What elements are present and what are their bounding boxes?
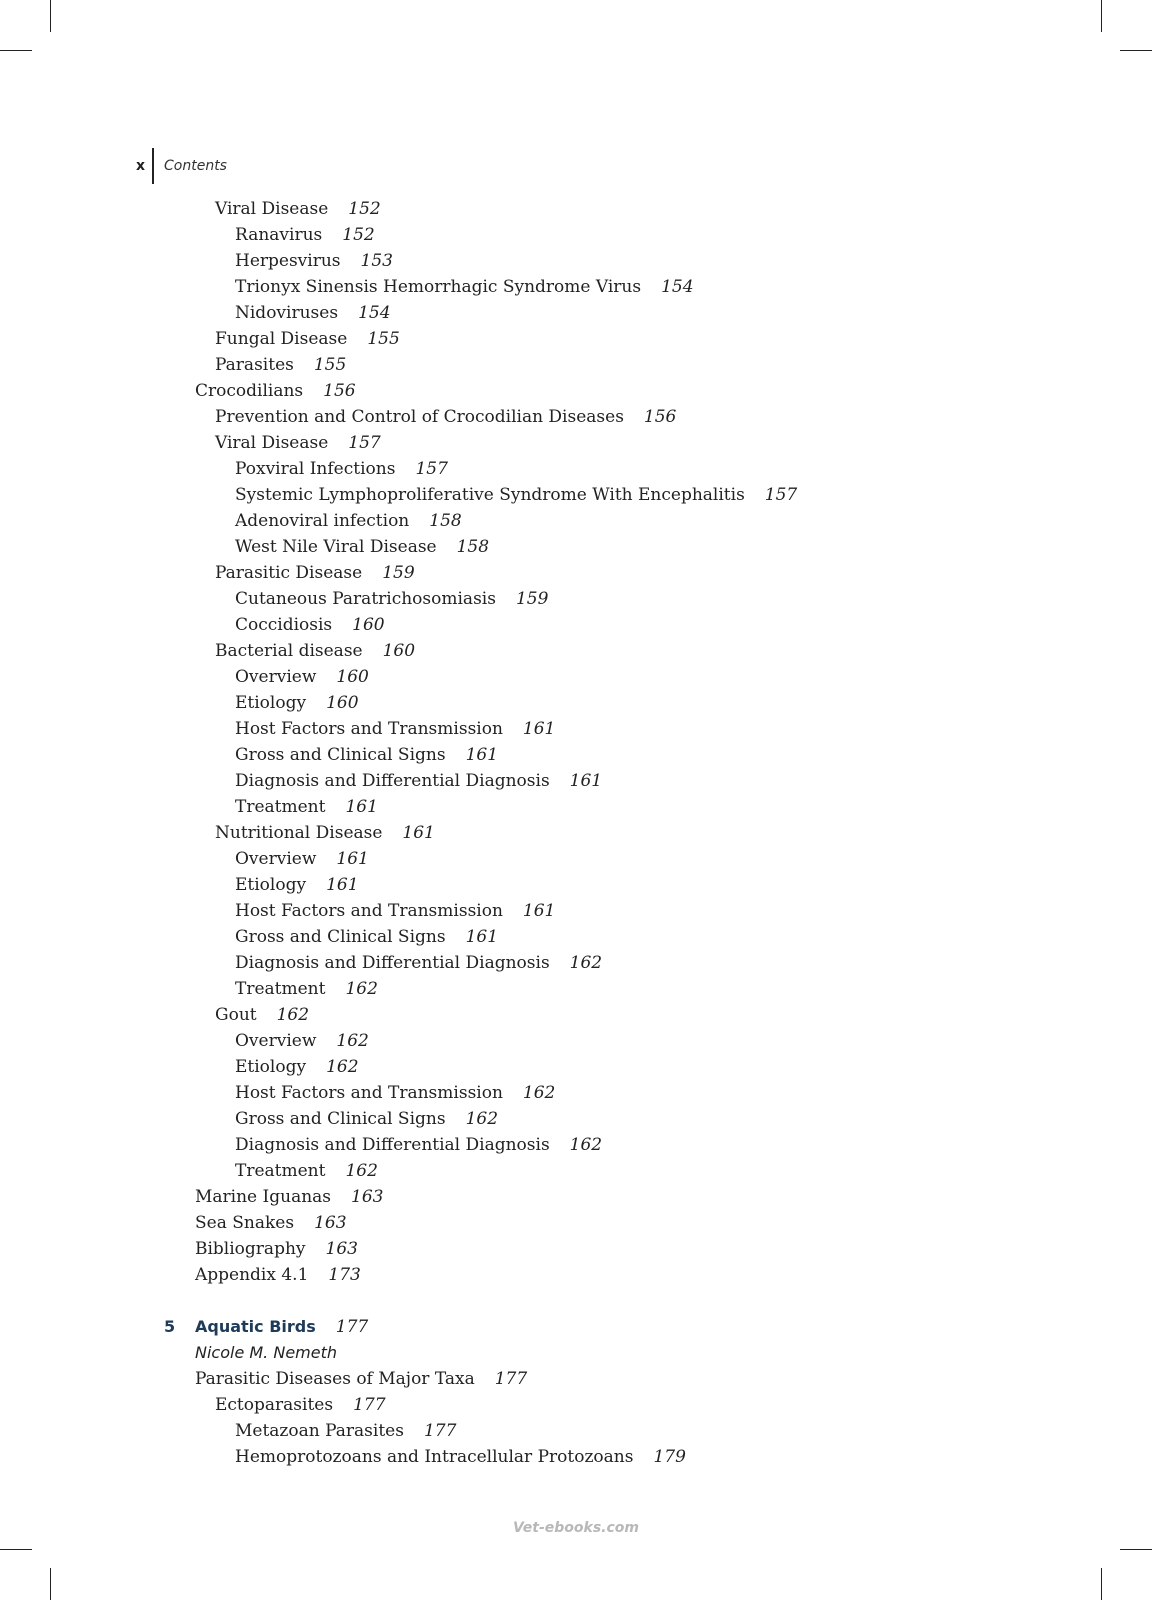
toc-entry[interactable] bbox=[0, 248, 1152, 274]
toc-entry-page: 157 bbox=[764, 485, 798, 505]
crop-mark bbox=[1101, 0, 1102, 32]
toc-entry[interactable] bbox=[0, 690, 1152, 716]
toc-entry-page: 161 bbox=[465, 927, 499, 947]
toc-entry-title: Etiology bbox=[235, 875, 307, 895]
toc-entry[interactable] bbox=[0, 1418, 1152, 1444]
toc-entry[interactable] bbox=[0, 1262, 1152, 1288]
toc-entry[interactable] bbox=[0, 872, 1152, 898]
toc-entry[interactable] bbox=[0, 586, 1152, 612]
toc-entry[interactable] bbox=[0, 1210, 1152, 1236]
toc-entry-page: 163 bbox=[325, 1239, 358, 1259]
toc-entry[interactable] bbox=[0, 378, 1152, 404]
toc-entry[interactable] bbox=[0, 560, 1152, 586]
toc-entry-page: 156 bbox=[323, 381, 356, 401]
toc-section bbox=[0, 1366, 1152, 1470]
toc-entry-page: 161 bbox=[522, 901, 556, 921]
table-of-contents bbox=[0, 196, 1152, 1470]
toc-entry-page: 162 bbox=[569, 953, 603, 973]
toc-entry-title: Crocodilians bbox=[195, 381, 304, 401]
toc-entry-page: 154 bbox=[661, 277, 694, 297]
toc-entry[interactable] bbox=[0, 1158, 1152, 1184]
toc-entry-page: 160 bbox=[336, 667, 369, 687]
toc-entry-page: 152 bbox=[348, 199, 381, 219]
toc-section bbox=[0, 196, 1152, 1288]
toc-entry-title: Viral Disease bbox=[215, 433, 329, 453]
crop-mark bbox=[50, 1568, 51, 1600]
toc-entry-title: Treatment bbox=[235, 979, 326, 999]
toc-entry-page: 160 bbox=[352, 615, 385, 635]
toc-entry-page: 161 bbox=[569, 771, 603, 791]
toc-entry[interactable] bbox=[0, 768, 1152, 794]
toc-entry-page: 161 bbox=[326, 875, 359, 895]
crop-mark bbox=[0, 1549, 32, 1550]
toc-entry[interactable] bbox=[0, 430, 1152, 456]
toc-entry[interactable] bbox=[0, 950, 1152, 976]
chapter-title: Aquatic Birds bbox=[195, 1317, 316, 1336]
chapter-heading[interactable] bbox=[0, 1314, 1152, 1340]
toc-entry[interactable] bbox=[0, 222, 1152, 248]
toc-entry-title: Nidoviruses bbox=[235, 303, 339, 323]
toc-entry-page: 163 bbox=[314, 1213, 347, 1233]
toc-entry-title: Gross and Clinical Signs bbox=[235, 927, 446, 947]
toc-entry-title: Diagnosis and Differential Diagnosis bbox=[235, 771, 550, 791]
toc-entry-title: Hemoprotozoans and Intracellular Protozoans bbox=[235, 1447, 634, 1467]
toc-entry-page: 155 bbox=[367, 329, 400, 349]
chapter-author: Nicole M. Nemeth bbox=[195, 1343, 338, 1362]
toc-entry-title: Metazoan Parasites bbox=[235, 1421, 404, 1441]
toc-entry-title: Parasitic Diseases of Major Taxa bbox=[195, 1369, 475, 1389]
toc-entry-title: Overview bbox=[235, 849, 317, 869]
toc-entry-title: Treatment bbox=[235, 1161, 326, 1181]
toc-entry[interactable] bbox=[0, 820, 1152, 846]
toc-entry-page: 162 bbox=[276, 1005, 310, 1025]
toc-entry[interactable] bbox=[0, 1184, 1152, 1210]
toc-entry[interactable] bbox=[0, 664, 1152, 690]
toc-entry-title: Etiology bbox=[235, 693, 307, 713]
toc-entry-page: 161 bbox=[336, 849, 369, 869]
toc-entry-page: 160 bbox=[382, 641, 416, 661]
toc-entry-page: 160 bbox=[326, 693, 359, 713]
toc-entry-page: 162 bbox=[336, 1031, 369, 1051]
crop-mark bbox=[1101, 1568, 1102, 1600]
toc-entry-title: Adenoviral infection bbox=[235, 511, 410, 531]
toc-entry[interactable] bbox=[0, 274, 1152, 300]
toc-entry-title: Gross and Clinical Signs bbox=[235, 1109, 446, 1129]
toc-entry[interactable] bbox=[0, 716, 1152, 742]
toc-entry-page: 177 bbox=[494, 1369, 528, 1389]
toc-entry[interactable] bbox=[0, 924, 1152, 950]
toc-entry-title: Host Factors and Transmission bbox=[235, 1083, 503, 1103]
running-header bbox=[136, 148, 227, 184]
toc-entry[interactable] bbox=[0, 742, 1152, 768]
toc-entry-title: Fungal Disease bbox=[215, 329, 348, 349]
toc-entry[interactable] bbox=[0, 1080, 1152, 1106]
toc-entry[interactable] bbox=[0, 326, 1152, 352]
crop-mark bbox=[50, 0, 51, 32]
page-number: x bbox=[136, 158, 146, 174]
toc-entry-page: 161 bbox=[465, 745, 499, 765]
toc-entry-page: 179 bbox=[653, 1447, 686, 1467]
toc-entry-page: 156 bbox=[643, 407, 677, 427]
toc-entry-title: Bacterial disease bbox=[215, 641, 363, 661]
crop-mark bbox=[1120, 1549, 1152, 1550]
crop-mark bbox=[0, 50, 32, 51]
toc-entry-page: 158 bbox=[456, 537, 490, 557]
toc-entry-page: 161 bbox=[402, 823, 435, 843]
toc-entry-page: 163 bbox=[351, 1187, 384, 1207]
toc-entry-page: 155 bbox=[313, 355, 347, 375]
toc-entry[interactable] bbox=[0, 404, 1152, 430]
toc-entry-title: Gout bbox=[215, 1005, 257, 1025]
toc-entry[interactable] bbox=[0, 196, 1152, 222]
toc-entry-title: Appendix 4.1 bbox=[195, 1265, 309, 1285]
toc-entry-title: Overview bbox=[235, 667, 317, 687]
toc-entry-page: 157 bbox=[348, 433, 381, 453]
toc-entry-title: Treatment bbox=[235, 797, 326, 817]
toc-entry[interactable] bbox=[0, 612, 1152, 638]
toc-entry-title: Trionyx Sinensis Hemorrhagic Syndrome Virus bbox=[235, 277, 642, 297]
spacer bbox=[0, 1288, 1152, 1314]
toc-entry[interactable] bbox=[0, 1392, 1152, 1418]
toc-entry-page: 157 bbox=[415, 459, 448, 479]
toc-entry[interactable] bbox=[0, 1106, 1152, 1132]
header-divider bbox=[152, 148, 154, 184]
toc-entry-page: 162 bbox=[345, 979, 378, 999]
toc-entry[interactable] bbox=[0, 1054, 1152, 1080]
toc-entry-title: Poxviral Infections bbox=[235, 459, 396, 479]
toc-entry[interactable] bbox=[0, 898, 1152, 924]
toc-entry-title: Bibliography bbox=[195, 1239, 306, 1259]
toc-entry[interactable] bbox=[0, 1444, 1152, 1470]
toc-entry-page: 177 bbox=[353, 1395, 386, 1415]
toc-entry-page: 177 bbox=[423, 1421, 457, 1441]
toc-entry-title: Nutritional Disease bbox=[215, 823, 383, 843]
toc-entry[interactable] bbox=[0, 456, 1152, 482]
toc-entry-page: 159 bbox=[382, 563, 415, 583]
toc-entry-title: Systemic Lymphoproliferative Syndrome With Encephalitis bbox=[235, 485, 745, 505]
toc-entry-page: 159 bbox=[515, 589, 549, 609]
toc-entry[interactable] bbox=[0, 508, 1152, 534]
crop-mark bbox=[1120, 50, 1152, 51]
toc-entry-page: 152 bbox=[342, 225, 375, 245]
toc-entry-title: Diagnosis and Differential Diagnosis bbox=[235, 953, 550, 973]
toc-entry-page: 162 bbox=[522, 1083, 556, 1103]
toc-entry-page: 173 bbox=[328, 1265, 361, 1285]
running-title: Contents bbox=[164, 158, 227, 174]
toc-entry-page: 162 bbox=[569, 1135, 603, 1155]
toc-entry[interactable] bbox=[0, 1366, 1152, 1392]
toc-entry-page: 162 bbox=[326, 1057, 359, 1077]
toc-entry-title: Herpesvirus bbox=[235, 251, 341, 271]
toc-entry-title: Coccidiosis bbox=[235, 615, 333, 635]
toc-entry-title: Host Factors and Transmission bbox=[235, 901, 503, 921]
toc-entry[interactable] bbox=[0, 352, 1152, 378]
toc-entry-title: Overview bbox=[235, 1031, 317, 1051]
toc-entry-title: Parasites bbox=[215, 355, 294, 375]
watermark: Vet-ebooks.com bbox=[512, 1520, 640, 1536]
toc-entry[interactable] bbox=[0, 638, 1152, 664]
toc-entry-title: Ectoparasites bbox=[215, 1395, 334, 1415]
toc-entry-title: Prevention and Control of Crocodilian Diseases bbox=[215, 407, 624, 427]
toc-entry[interactable] bbox=[0, 846, 1152, 872]
toc-entry[interactable] bbox=[0, 300, 1152, 326]
toc-entry-title: Viral Disease bbox=[215, 199, 329, 219]
toc-entry[interactable] bbox=[0, 1028, 1152, 1054]
toc-entry-page: 162 bbox=[465, 1109, 499, 1129]
toc-entry-title: Etiology bbox=[235, 1057, 307, 1077]
toc-entry-page: 154 bbox=[358, 303, 391, 323]
chapter-number: 5 bbox=[164, 1317, 176, 1336]
chapter-page: 177 bbox=[335, 1317, 369, 1337]
toc-entry[interactable] bbox=[0, 1132, 1152, 1158]
toc-entry-title: Diagnosis and Differential Diagnosis bbox=[235, 1135, 550, 1155]
toc-entry-title: Host Factors and Transmission bbox=[235, 719, 503, 739]
toc-entry-title: Parasitic Disease bbox=[215, 563, 363, 583]
toc-entry-title: Ranavirus bbox=[235, 225, 323, 245]
toc-entry[interactable] bbox=[0, 534, 1152, 560]
toc-entry-title: West Nile Viral Disease bbox=[235, 537, 437, 557]
toc-entry[interactable] bbox=[0, 1236, 1152, 1262]
toc-entry-page: 162 bbox=[345, 1161, 378, 1181]
toc-entry-page: 158 bbox=[429, 511, 462, 531]
toc-entry-title: Gross and Clinical Signs bbox=[235, 745, 446, 765]
toc-entry[interactable] bbox=[0, 794, 1152, 820]
toc-entry-title: Cutaneous Paratrichosomiasis bbox=[235, 589, 496, 609]
toc-entry-title: Sea Snakes bbox=[195, 1213, 295, 1233]
toc-entry[interactable] bbox=[0, 1002, 1152, 1028]
toc-entry-title: Marine Iguanas bbox=[195, 1187, 332, 1207]
toc-entry[interactable] bbox=[0, 976, 1152, 1002]
toc-entry-page: 153 bbox=[360, 251, 393, 271]
toc-entry-page: 161 bbox=[522, 719, 556, 739]
toc-entry[interactable] bbox=[0, 482, 1152, 508]
toc-entry-page: 161 bbox=[345, 797, 378, 817]
